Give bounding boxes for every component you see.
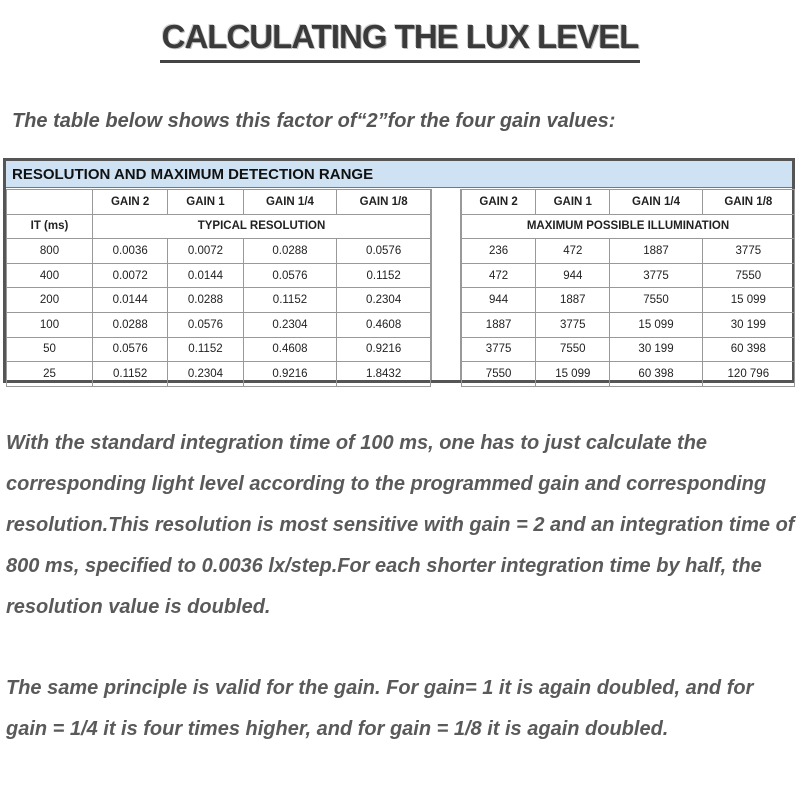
resolution-table xyxy=(3,158,795,383)
table-row xyxy=(462,288,795,313)
table-cell: 60 398 xyxy=(610,362,702,387)
table-cell: 472 xyxy=(536,239,610,264)
table-cell: 0.1152 xyxy=(93,362,168,387)
table-row xyxy=(7,263,431,288)
table-cell: 15 099 xyxy=(702,288,794,313)
paragraph-integration-time: With the standard integration time of 100 ms, one has to just calculate the corresponding light level according to the programmed gain and corresponding resolution.This resolution is most sensitive with gain = 2 and an integration time of 800 ms, specified to 0.0036 lx/step.For each shorter integration time by half, the resolution value is doubled. xyxy=(6,432,795,618)
table-heading: RESOLUTION AND MAXIMUM DETECTION RANGE xyxy=(6,161,792,188)
table-cell: 944 xyxy=(462,288,536,313)
table-cell: 0.0144 xyxy=(168,263,243,288)
table-cell: 0.1152 xyxy=(337,263,431,288)
table-cell: 1887 xyxy=(610,239,702,264)
intro-text: The table below shows this factor of“2”for the four gain values: xyxy=(12,110,616,132)
table-cell: 0.0072 xyxy=(168,239,243,264)
table-cell: 0.0576 xyxy=(168,312,243,337)
group-header: TYPICAL RESOLUTION xyxy=(93,214,431,239)
column-header: GAIN 1 xyxy=(168,190,243,215)
table-cell: 400 xyxy=(7,263,93,288)
table-row xyxy=(7,288,431,313)
table-cell: 0.4608 xyxy=(243,337,337,362)
table-cell: 100 xyxy=(7,312,93,337)
table-cell: 7550 xyxy=(610,288,702,313)
empty-cell xyxy=(7,190,93,215)
table-cell: 15 099 xyxy=(536,362,610,387)
table-row xyxy=(462,337,795,362)
table-cell: 0.0576 xyxy=(243,263,337,288)
table-cell: 0.2304 xyxy=(168,362,243,387)
table-divider xyxy=(431,189,461,380)
table-cell: 0.1152 xyxy=(168,337,243,362)
table-row xyxy=(7,312,431,337)
table-cell: 3775 xyxy=(462,337,536,362)
table-cell: 236 xyxy=(462,239,536,264)
table-row xyxy=(462,263,795,288)
column-header: GAIN 1/8 xyxy=(337,190,431,215)
table-cell: 7550 xyxy=(702,263,794,288)
table-cell: 0.0576 xyxy=(337,239,431,264)
table-cell: 1.8432 xyxy=(337,362,431,387)
table-cell: 0.9216 xyxy=(243,362,337,387)
table-cell: 0.9216 xyxy=(337,337,431,362)
table-cell: 0.0036 xyxy=(93,239,168,264)
table-row xyxy=(7,337,431,362)
table-cell: 0.4608 xyxy=(337,312,431,337)
table-cell: 472 xyxy=(462,263,536,288)
table-row xyxy=(462,362,795,387)
table-cell: 30 199 xyxy=(610,337,702,362)
column-header: GAIN 1/4 xyxy=(610,190,702,215)
column-header: GAIN 2 xyxy=(93,190,168,215)
table-cell: 0.0576 xyxy=(93,337,168,362)
table-cell: 0.0288 xyxy=(168,288,243,313)
table-cell: 25 xyxy=(7,362,93,387)
column-header: GAIN 1/8 xyxy=(702,190,794,215)
table-cell: 60 398 xyxy=(702,337,794,362)
table-row xyxy=(462,312,795,337)
table-cell: 0.0288 xyxy=(243,239,337,264)
table-cell: 0.1152 xyxy=(243,288,337,313)
table-cell: 120 796 xyxy=(702,362,794,387)
table-cell: 50 xyxy=(7,337,93,362)
table-cell: 0.2304 xyxy=(337,288,431,313)
table-cell: 0.2304 xyxy=(243,312,337,337)
column-header: GAIN 1 xyxy=(536,190,610,215)
table-cell: 800 xyxy=(7,239,93,264)
group-header: MAXIMUM POSSIBLE ILLUMINATION xyxy=(462,214,795,239)
table-row xyxy=(7,239,431,264)
table-cell: 0.0288 xyxy=(93,312,168,337)
column-header: GAIN 1/4 xyxy=(243,190,337,215)
table-cell: 3775 xyxy=(610,263,702,288)
table-cell: 3775 xyxy=(702,239,794,264)
table-cell: 0.0144 xyxy=(93,288,168,313)
table-cell: 30 199 xyxy=(702,312,794,337)
table-row xyxy=(7,362,431,387)
table-cell: 7550 xyxy=(536,337,610,362)
table-row xyxy=(462,239,795,264)
table-cell: 0.0072 xyxy=(93,263,168,288)
table-cell: 944 xyxy=(536,263,610,288)
paragraph-gain: The same principle is valid for the gain. For gain= 1 it is again doubled, and for gain = 1/4 it is four times higher, and for gain = 1/8 it is again doubled. xyxy=(6,677,754,740)
max-illumination-table xyxy=(461,189,795,387)
it-header: IT (ms) xyxy=(7,214,93,239)
table-cell: 200 xyxy=(7,288,93,313)
table-cell: 7550 xyxy=(462,362,536,387)
page-title: CALCULATING THE LUX LEVEL xyxy=(160,18,641,63)
table-cell: 15 099 xyxy=(610,312,702,337)
column-header: GAIN 2 xyxy=(462,190,536,215)
table-cell: 3775 xyxy=(536,312,610,337)
typical-resolution-table xyxy=(6,189,431,387)
table-cell: 1887 xyxy=(462,312,536,337)
table-cell: 1887 xyxy=(536,288,610,313)
